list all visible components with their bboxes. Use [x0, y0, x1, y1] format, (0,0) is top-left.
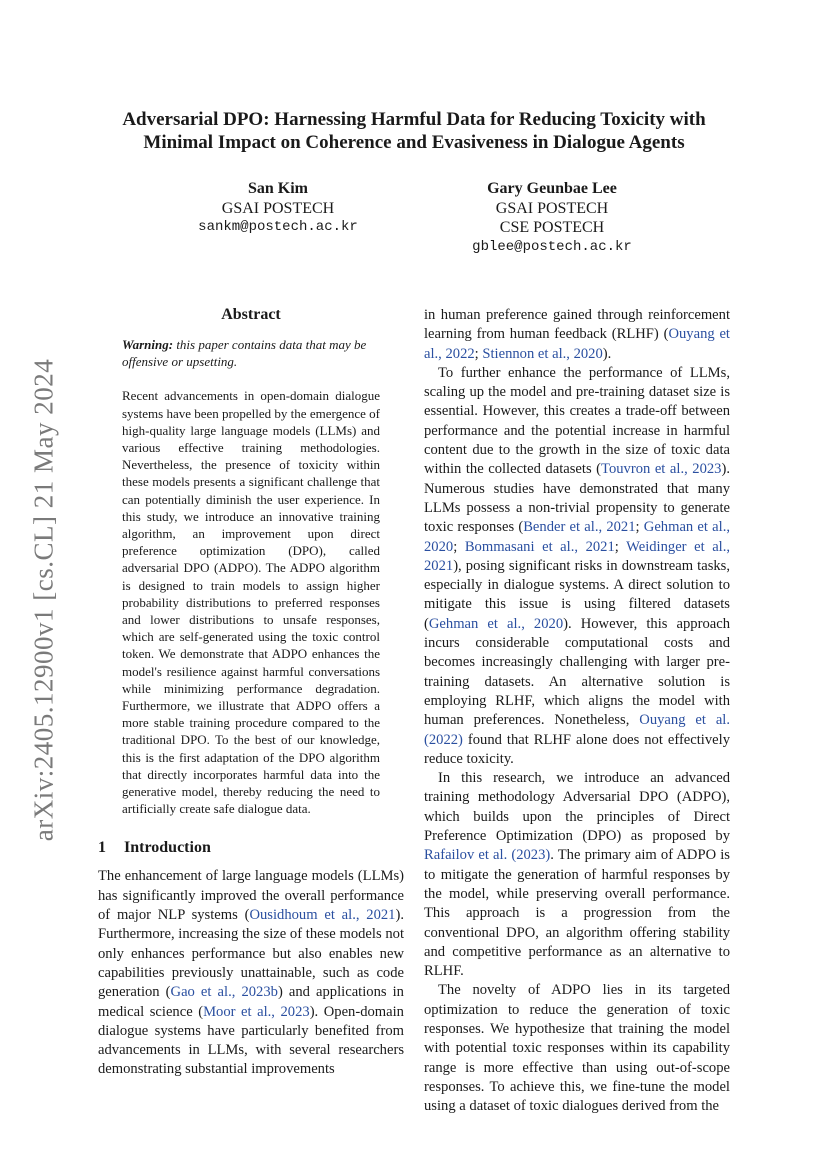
paragraph-text: ). Numerous studies have demonstrated that many LLMs possess a non-trivial propensity to generate toxic responses (: [424, 461, 730, 536]
intro-paragraph-continued: [424, 306, 730, 364]
paragraph-text: . The primary aim of ADPO is to mitigate the generation of harmful responses by the model, while preserving overall performance. This approach is a progression from the conventional DPO, an algorithm offering stability and competitive performance as an alternative to RLHF.: [424, 847, 730, 980]
section-number: 1: [98, 839, 106, 857]
citation-link[interactable]: Bender et al., 2021: [523, 519, 636, 536]
author-block: [178, 179, 378, 238]
paper-title: Adversarial DPO: Harnessing Harmful Data for Reducing Toxicity with Minimal Impact on Coherence and Evasiveness in Dialogue Agents: [122, 109, 706, 153]
author-email: gblee@postech.ac.kr: [472, 238, 632, 255]
author-affiliation: GSAI POSTECH: [495, 199, 609, 217]
intro-paragraph: [98, 867, 404, 1079]
abstract: [98, 336, 404, 817]
citation-link[interactable]: Gehman et al., 2020: [424, 519, 730, 555]
citation-link[interactable]: Gao et al., 2023b: [170, 984, 278, 1001]
paragraph-text: In this research, we introduce an advanced training methodology Adversarial DPO (ADPO), which builds upon the principles of Direct Preference Optimization (DPO) as proposed by: [424, 770, 730, 845]
author-name: Gary Geunbae Lee: [487, 180, 617, 197]
abstract-heading: Abstract: [221, 306, 281, 323]
content-warning: [122, 336, 380, 370]
citation-link[interactable]: Stiennon et al., 2020: [482, 345, 603, 362]
citation-link[interactable]: Weidinger et al., 2021: [424, 538, 731, 574]
paragraph-text: The novelty of ADPO lies in its targeted optimization to reduce the generation of toxic responses. We hypothesize that training the model with potential toxic responses within its capability range is more effective than using out-of-scope responses. To achieve this, we fine-tune the model using a dataset of toxic dialogues derived from the: [424, 982, 730, 1115]
citation-link[interactable]: Ouyang et al., 2022: [424, 326, 730, 362]
left-column: [98, 306, 404, 1080]
warning-label: Warning:: [122, 337, 174, 352]
author-email: sankm@postech.ac.kr: [198, 219, 358, 235]
intro-paragraph: [424, 769, 730, 981]
citation-separator: ;: [635, 519, 644, 536]
paragraph-text: ). Open-domain dialogue systems have particularly benefited from advancements in LLMs, with several researchers demonstrating substantial improvements: [98, 1003, 404, 1078]
author-affiliation: GSAI POSTECH: [221, 199, 335, 217]
paragraph-text: ).: [602, 345, 612, 362]
citation-link[interactable]: Moor et al., 2023: [203, 1003, 310, 1020]
warning-text: this paper contains data that may be offensive or upsetting.: [122, 337, 367, 370]
paragraph-text: found that RLHF alone does not effectively reduce toxicity.: [424, 731, 730, 767]
paragraph-text: To further enhance the performance of LLMs, scaling up the model and pre-training dataset size is essential. However, this creates a trade-off between performance and the potential increase in harmful content due to the growth in the size of toxic data within the collected datasets (: [424, 364, 730, 478]
citation-separator: ;: [614, 538, 627, 555]
paragraph-text: The enhancement of large language models (LLMs) has significantly improved the overall performance of major NLP systems (: [98, 868, 404, 924]
abstract-text: Recent advancements in open-domain dialogue systems have been propelled by the emergence of high-quality large language models (LLMs) and various effective training methodologies. Nevertheless, the presence of toxicity within these models presents a significant challenge that can potentially diminish the user experience. In this study, we introduce an innovative training algorithm, an improvement upon direct preference optimization (DPO), called adversarial DPO (ADPO). The ADPO algorithm is designed to train models to assign higher probability distributions to preferred responses and lower distributions to unsafe responses, which are self-generated using the toxic control token. We demonstrate that ADPO enhances the model's resilience against harmful conversations while minimizing performance degradation. Furthermore, we illustrate that ADPO offers a more stable training procedure compared to the traditional DPO. To the best of our knowledge, this is the first adaptation of the DPO algorithm that directly incorporates harmful data into the generative model, thereby reducing the need to artificially create safe dialogue data.: [122, 388, 380, 817]
section-heading-introduction: [98, 839, 404, 857]
intro-paragraph: [424, 981, 730, 1116]
citation-link[interactable]: Bommasani et al., 2021: [464, 538, 615, 555]
arxiv-stamp: arXiv:2405.12900v1 [cs.CL] 21 May 2024: [28, 358, 59, 842]
author-block: [452, 179, 652, 257]
right-column: [424, 306, 730, 1116]
paragraph-text: ), posing significant risks in downstream tasks, especially in dialogue systems. A direct solution to mitigate this issue is using filtered datasets (: [424, 557, 730, 632]
section-title: Introduction: [124, 839, 211, 857]
citation-link[interactable]: Gehman et al., 2020: [428, 615, 564, 632]
paragraph-text: ). However, this approach incurs considerable computational costs and becomes increasingly challenging with larger pre-training datasets. An alternative solution is employing RLHF, which aligns the model with human preferences. Nonetheless,: [424, 615, 730, 729]
citation-separator: ;: [453, 538, 465, 555]
citation-link[interactable]: Ouyang et al. (2022): [424, 712, 730, 748]
citation-separator: ;: [474, 345, 483, 362]
paragraph-text: ) and applications in medical science (: [98, 984, 404, 1020]
citation-link[interactable]: Touvron et al., 2023: [601, 461, 722, 478]
author-name: San Kim: [247, 180, 308, 197]
citation-link[interactable]: Rafailov et al. (2023): [424, 847, 551, 864]
citation-link[interactable]: Ousidhoum et al., 2021: [249, 907, 396, 924]
paragraph-text: in human preference gained through reinforcement learning from human feedback (RLHF) (: [424, 307, 730, 343]
intro-paragraph: [424, 364, 730, 769]
author-affiliation-secondary: CSE POSTECH: [499, 219, 605, 236]
paragraph-text: ). Furthermore, increasing the size of these models not only enhances performance but also enables new capabilities previously unattainable, such as code generation (: [98, 907, 404, 1001]
